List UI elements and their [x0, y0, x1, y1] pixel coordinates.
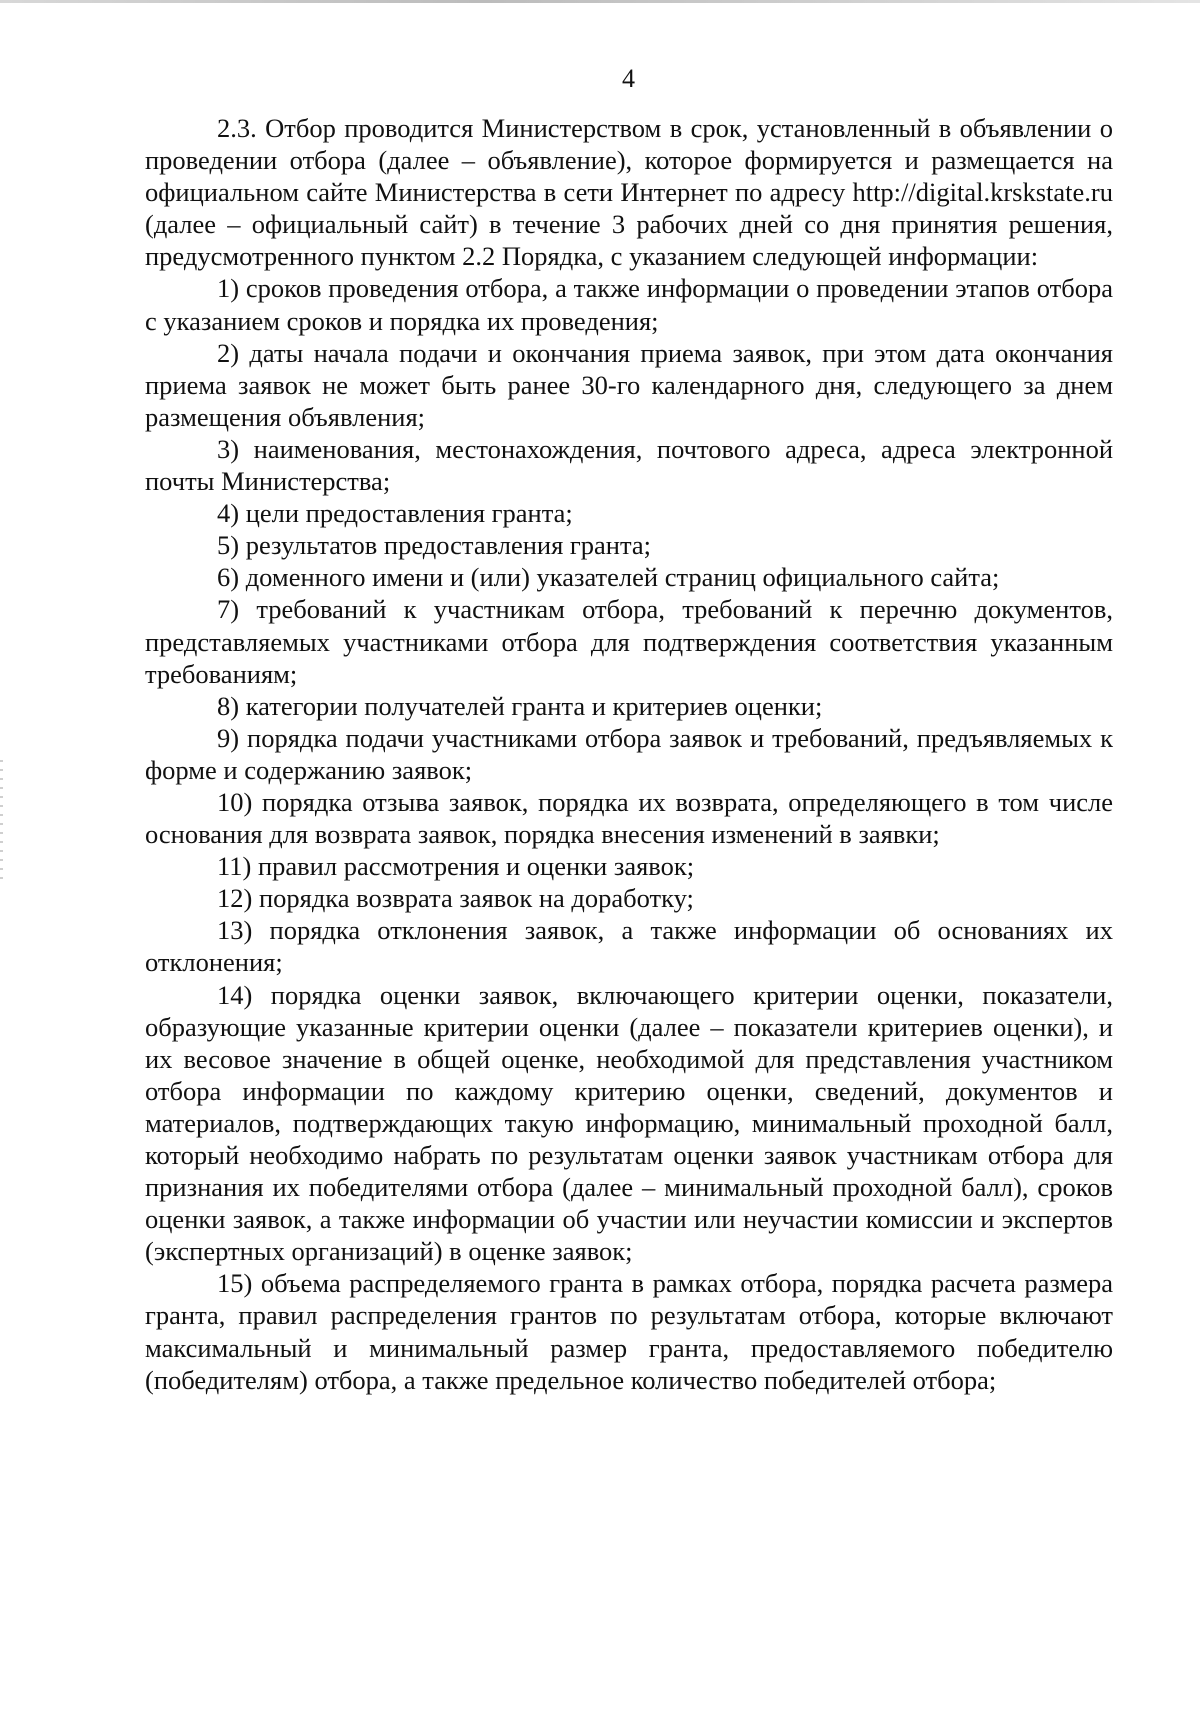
list-item-7: 7) требований к участникам отбора, требований к перечню документов, представляемых участниками отбора для подтверждения соответствия указанным требованиям;: [145, 594, 1113, 689]
list-item-8: 8) категории получателей гранта и критериев оценки;: [217, 690, 823, 721]
list-item-1: 1) сроков проведения отбора, а также информации о проведении этапов отбора с указанием сроков и порядка их проведения;: [145, 273, 1113, 336]
list-item-5: 5) результатов предоставления гранта;: [217, 530, 652, 561]
scan-left-margin-marks: [0, 760, 3, 880]
list-item-12: 12) порядка возврата заявок на доработку;: [217, 883, 694, 914]
page-number: 4: [622, 64, 635, 93]
list-item-3: 3) наименования, местонахождения, почтового адреса, адреса электронной почты Министерства;: [145, 433, 1113, 497]
paragraph-2-3: 2.3. Отбор проводится Министерством в срок, установленный в объявлении о проведении отбора (далее – объявление), которое формируется и размещается на официальном сайте Министерства в сети Интернет по адресу http://digital.krskstate.ru (далее – официальный сайт) в течение 3 рабочих дней со дня принятия решения, предусмотренного пунктом 2.2 Порядка, с указанием следующей информации:: [145, 113, 1113, 272]
list-item-13: 13) порядка отклонения заявок, а также информации об основаниях их отклонения;: [145, 915, 1113, 978]
list-item-9: 9) порядка подачи участниками отбора заявок и требований, предъявляемых к форме и содержанию заявок;: [145, 722, 1113, 785]
list-item-6: 6) доменного имени и (или) указателей страниц официального сайта;: [217, 562, 1000, 593]
list-item-10: 10) порядка отзыва заявок, порядка их возврата, определяющего в том числе основания для возврата заявок, порядка внесения изменений в заявки;: [145, 786, 1113, 850]
list-item-11: 11) правил рассмотрения и оценки заявок;: [217, 851, 695, 882]
list-item-4: 4) цели предоставления гранта;: [217, 498, 573, 529]
list-item-2: 2) даты начала подачи и окончания приема заявок, при этом дата окончания приема заявок не может быть ранее 30-го календарного дня, следующего за днем размещения объявления;: [145, 337, 1113, 432]
list-item-14: 14) порядка оценки заявок, включающего критерии оценки, показатели, образующие указанные критерии оценки (далее – показатели критериев оценки), и их весовое значение в общей оценке, необходимой для представления участником отбора информации по каждому критерию оценки, сведений, документов и материалов, подтверждающих такую информацию, минимальный проходной балл, который необходимо набрать по результатам оценки заявок участникам отбора для признания их победителями отбора (далее – минимальный проходной балл), сроков оценки заявок, а также информации об участии или неучастии комиссии и экспертов (экспертных организаций) в оценке заявок;: [145, 979, 1113, 1267]
document-body: [145, 112, 1113, 1396]
scan-top-edge: [0, 0, 1200, 3]
list-item-15: 15) объема распределяемого гранта в рамках отбора, порядка расчета размера гранта, правил распределения грантов по результатам отбора, которые включают максимальный и минимальный размер гранта, предоставляемого победителю (победителям) отбора, а также предельное количество победителей отбора;: [145, 1268, 1113, 1395]
